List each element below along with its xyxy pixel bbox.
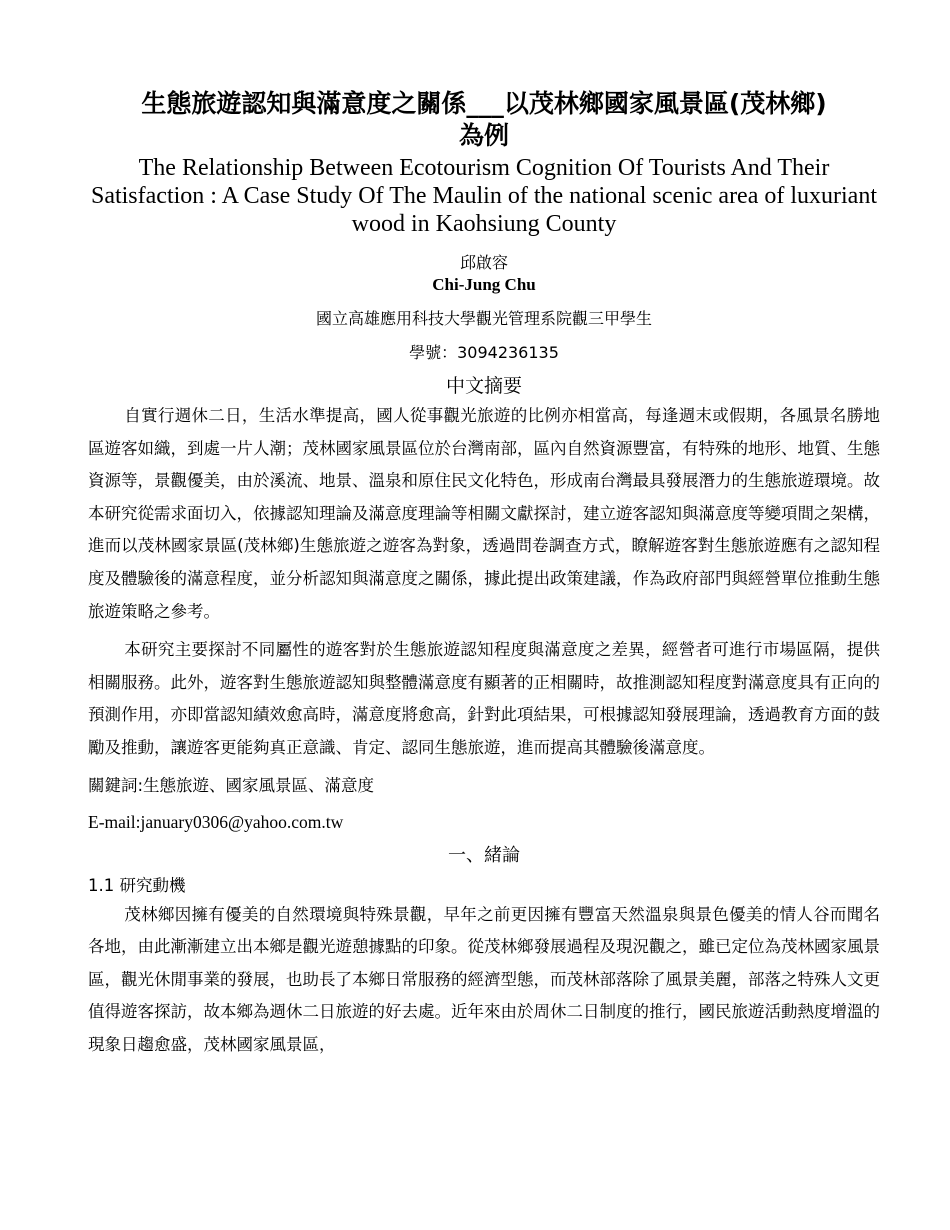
author-affiliation: 國立高雄應用科技大學觀光管理系院觀三甲學生 (315, 309, 652, 328)
abstract-paragraph-2: 本研究主要探討不同屬性的遊客對於生態旅遊認知程度與滿意度之差異，經營者可進行市場區隔，提供相關服務。此外，遊客對生態旅遊認知與整體滿意度有顯著的正相關時，故推測認知程度對滿意度具有正向的預測作用，亦即當認知績效愈高時，滿意度將愈高，針對此項結果，可根據認知發展理論，透過教育方面的鼓勵及推動，讓遊客更能夠真正意識、肯定、認同生態旅遊，進而提高其體驗後滿意度。 (88, 640, 880, 757)
paper-page (88, 88, 880, 1062)
author-name-chinese: 邱啟容 (459, 253, 508, 272)
introduction-heading: 一、緒論 (448, 844, 520, 866)
introduction-paragraph: 茂林鄉因擁有優美的自然環境與特殊景觀，早年之前更因擁有豐富天然溫泉與景色優美的情人谷而聞名各地，由此漸漸建立出本鄉是觀光遊憩據點的印象。從茂林鄉發展過程及現況觀之，雖已定位為茂林國家風景區，觀光休閒事業的發展，也助長了本鄉日常服務的經濟型態，而茂林部落除了風景美麗，部落之特殊人文更值得遊客探訪，故本鄉為週休二日旅遊的好去處。近年來由於周休二日制度的推行，國民旅遊活動熱度增溫的現象日趨愈盛，茂林國家風景區， (88, 904, 880, 1054)
student-id: 學號：3094236135 (409, 343, 559, 362)
paper-title-english: The Relationship Between Ecotourism Cognition Of Tourists And Their Satisfaction : A Case Study Of The Maulin of the national scenic area of luxuriant wood in Kaohsiung County (90, 155, 878, 237)
paper-title-chinese (88, 88, 880, 152)
abstract-paragraph-1: 自實行週休二日，生活水準提高，國人從事觀光旅遊的比例亦相當高，每逢週末或假期，各風景名勝地區遊客如織，到處一片人潮；茂林國家風景區位於台灣南部，區內自然資源豐富，有特殊的地形、地質、生態資源等，景觀優美，由於溪流、地景、溫泉和原住民文化特色，形成南台灣最具發展潛力的生態旅遊環境。故本研究從需求面切入，依據認知理論及滿意度理論等相關文獻探討，建立遊客認知與滿意度等變項間之架構，進而以茂林國家景區(茂林鄉)生態旅遊之遊客為對象，透過問卷調查方式，瞭解遊客對生態旅遊應有之認知程度及體驗後的滿意程度，並分析認知與滿意度之關係，據此提出政策建議，作為政府部門與經營單位推動生態旅遊策略之參考。 (88, 406, 880, 621)
title-zh-line-1: 生態旅遊認知與滿意度之關係___以茂林鄉國家風景區(茂林鄉) (141, 89, 827, 118)
keywords: 關鍵詞:生態旅遊、國家風景區、滿意度 (88, 775, 375, 795)
author-name-english: Chi-Jung Chu (432, 275, 536, 294)
title-zh-line-2: 為例 (458, 121, 509, 150)
abstract-heading: 中文摘要 (445, 375, 522, 397)
author-email: E-mail:january0306@yahoo.com.tw (88, 811, 344, 832)
subsection-title-research-motivation: 1.1 研究動機 (88, 875, 186, 895)
